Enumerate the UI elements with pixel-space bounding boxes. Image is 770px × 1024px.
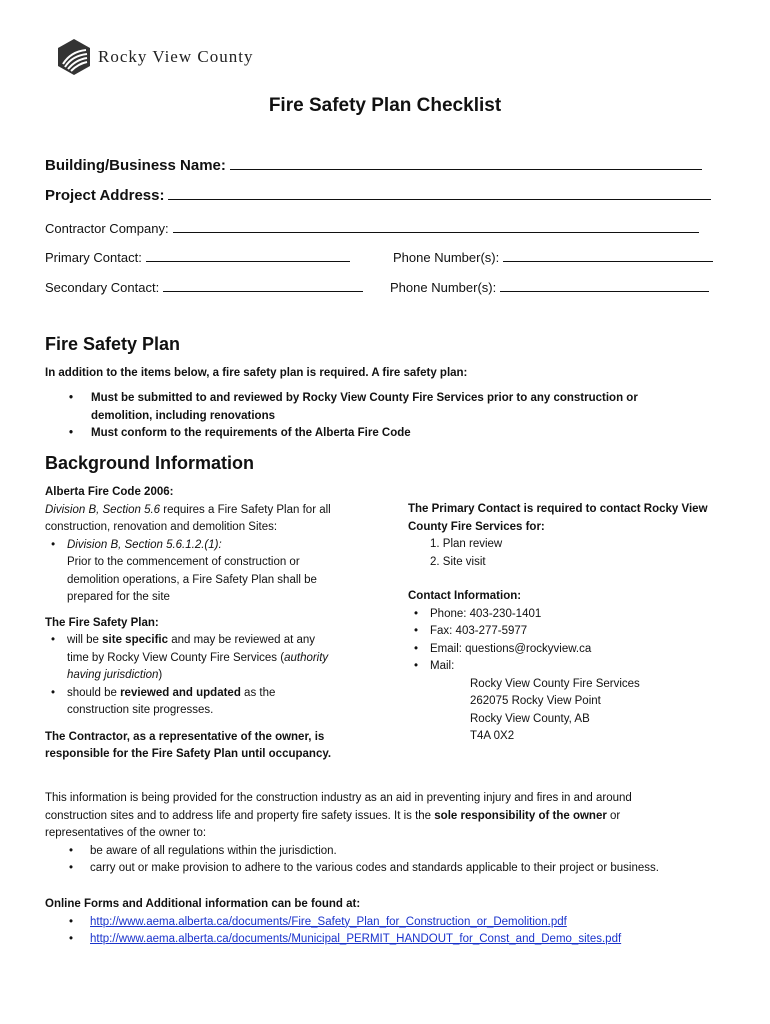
time-by-text: time by Rocky View County Fire Services ( bbox=[67, 651, 285, 664]
info-paragraph bbox=[45, 790, 735, 878]
list-item bbox=[45, 931, 735, 949]
address-line: T4A 0X2 bbox=[470, 730, 515, 742]
primary-contact-field[interactable] bbox=[45, 249, 350, 265]
as-the-text: as the bbox=[240, 686, 276, 699]
code-ref: Division B, Section 5.6 bbox=[45, 503, 161, 516]
sub-ref bbox=[45, 537, 385, 555]
primary-contact-note-1: The Primary Contact is required to contact Rocky View bbox=[408, 503, 708, 515]
sub-ref-text-block bbox=[45, 554, 385, 607]
secondary-contact-field[interactable] bbox=[45, 279, 363, 295]
phone-number-1-label: Phone Number(s): bbox=[393, 250, 500, 265]
plan-heading: The Fire Safety Plan: bbox=[45, 616, 159, 629]
project-address-line[interactable] bbox=[168, 187, 711, 200]
contractor-company-label: Contractor Company: bbox=[45, 221, 169, 236]
phone-number-2-line[interactable] bbox=[500, 279, 709, 292]
background-right-column bbox=[408, 501, 738, 746]
contact-mail: • Mail: bbox=[408, 658, 738, 676]
contractor-line1: The Contractor, as a representative of the owner, is bbox=[45, 730, 325, 743]
code-text1: requires a Fire Safety Plan for all bbox=[160, 503, 331, 516]
building-name-line[interactable] bbox=[230, 157, 702, 170]
list-item: • carry out or make provision to adhere to the various codes and standards applicable to their project or business. bbox=[45, 860, 735, 878]
secondary-contact-line[interactable] bbox=[163, 279, 363, 292]
list-item: • be aware of all regulations within the jurisdiction. bbox=[45, 843, 735, 861]
org-logo bbox=[56, 38, 253, 76]
info-line2b: sole responsibility of the owner bbox=[434, 809, 607, 822]
permit-handout-link[interactable]: http://www.aema.alberta.ca/documents/Municipal_PERMIT_HANDOUT_for_Const_and_Demo_sites.pdf bbox=[90, 933, 622, 945]
code-text2: construction, renovation and demolition Sites: bbox=[45, 521, 278, 533]
list-item bbox=[45, 390, 638, 408]
background-left-column bbox=[45, 484, 385, 764]
having-text: having jurisdiction bbox=[67, 669, 159, 681]
phone-number-2-label: Phone Number(s): bbox=[390, 280, 497, 295]
list-item-continuation bbox=[45, 408, 638, 426]
phone-number-2-field[interactable] bbox=[390, 279, 709, 295]
project-address-label: Project Address: bbox=[45, 187, 165, 204]
list-item bbox=[45, 914, 735, 932]
mail-address bbox=[408, 676, 738, 746]
address-line: 262075 Rocky View Point bbox=[470, 695, 601, 707]
list-item bbox=[45, 632, 385, 650]
fire-safety-plan-heading: Fire Safety Plan bbox=[45, 334, 181, 354]
contractor-company-line[interactable] bbox=[173, 220, 699, 233]
close-paren: ) bbox=[158, 669, 163, 681]
fire-safety-plan-link[interactable]: http://www.aema.alberta.ca/documents/Fire_Safety_Plan_for_Construction_or_Demolition.pdf bbox=[90, 915, 567, 928]
info-line1: This information is being provided for the construction industry as an aid in preventing injury and fires in and around bbox=[45, 792, 632, 804]
address-line: Rocky View County, AB bbox=[470, 712, 590, 725]
fsp-bullet1-line1: Must be submitted to and reviewed by Rocky View County Fire Services prior to any construction or bbox=[91, 392, 638, 404]
info-line2a: construction sites and to address life and property fire safety issues. It is the bbox=[45, 809, 435, 822]
info-line3: representatives of the owner to: bbox=[45, 827, 207, 839]
online-forms bbox=[45, 896, 735, 949]
list-item bbox=[45, 685, 385, 703]
contractor-company-field[interactable] bbox=[45, 220, 699, 236]
county-emblem-icon bbox=[56, 38, 92, 76]
list-item bbox=[45, 425, 638, 443]
fsp-bullet1-line2: demolition, including renovations bbox=[91, 409, 276, 422]
contractor-line2: responsible for the Fire Safety Plan until occupancy. bbox=[45, 748, 332, 760]
contact-phone: • Phone: 403-230-1401 bbox=[408, 606, 738, 624]
building-name-label: Building/Business Name: bbox=[45, 157, 226, 174]
info-line2c: or bbox=[606, 809, 621, 822]
list-item: 2. Site visit bbox=[430, 555, 486, 568]
online-heading: Online Forms and Additional information can be found at: bbox=[45, 898, 361, 910]
contact-email[interactable]: • Email: questions@rockyview.ca bbox=[408, 641, 738, 659]
reviewed-any-text: and may be reviewed at any bbox=[168, 634, 316, 646]
background-heading: Background Information bbox=[45, 453, 255, 473]
address-line: Rocky View County Fire Services bbox=[470, 677, 640, 690]
fsp-requirements-list bbox=[45, 390, 638, 443]
should-be-text: should be bbox=[67, 686, 121, 699]
primary-contact-line[interactable] bbox=[146, 249, 350, 262]
sub-line: Prior to the commencement of construction or bbox=[67, 556, 300, 568]
org-name: Rocky View County bbox=[98, 47, 254, 66]
reviewed-updated-text: reviewed and updated bbox=[120, 686, 241, 699]
fsp-bullet2: Must conform to the requirements of the Alberta Fire Code bbox=[91, 427, 411, 439]
secondary-contact-label: Secondary Contact: bbox=[45, 280, 160, 295]
fsp-intro: In addition to the items below, a fire safety plan is required. A fire safety plan: bbox=[45, 367, 468, 379]
contact-heading: Contact Information: bbox=[408, 590, 522, 602]
list-item-continuation: construction site progresses. bbox=[67, 704, 214, 716]
code-heading: Alberta Fire Code 2006: bbox=[45, 486, 174, 498]
phone-number-1-line[interactable] bbox=[503, 249, 713, 262]
list-item-continuation bbox=[45, 650, 385, 668]
sub-ref-text: Division B, Section 5.6.1.2.(1): bbox=[67, 538, 222, 551]
authority-text: authority bbox=[284, 651, 329, 664]
sub-line: prepared for the site bbox=[67, 591, 170, 603]
contact-fax: • Fax: 403-277-5977 bbox=[408, 623, 738, 641]
sub-line: demolition operations, a Fire Safety Plan shall be bbox=[67, 573, 317, 586]
list-item: 1. Plan review bbox=[430, 538, 503, 550]
primary-contact-note-2: County Fire Services for: bbox=[408, 520, 545, 533]
will-be-text: will be bbox=[67, 634, 103, 646]
site-specific-text: site specific bbox=[102, 634, 168, 646]
list-item-continuation bbox=[45, 667, 385, 685]
primary-contact-label: Primary Contact: bbox=[45, 250, 142, 265]
building-name-field[interactable] bbox=[45, 157, 702, 174]
project-address-field[interactable] bbox=[45, 187, 711, 204]
phone-number-1-field[interactable] bbox=[393, 249, 713, 265]
page-title: Fire Safety Plan Checklist bbox=[268, 95, 502, 116]
